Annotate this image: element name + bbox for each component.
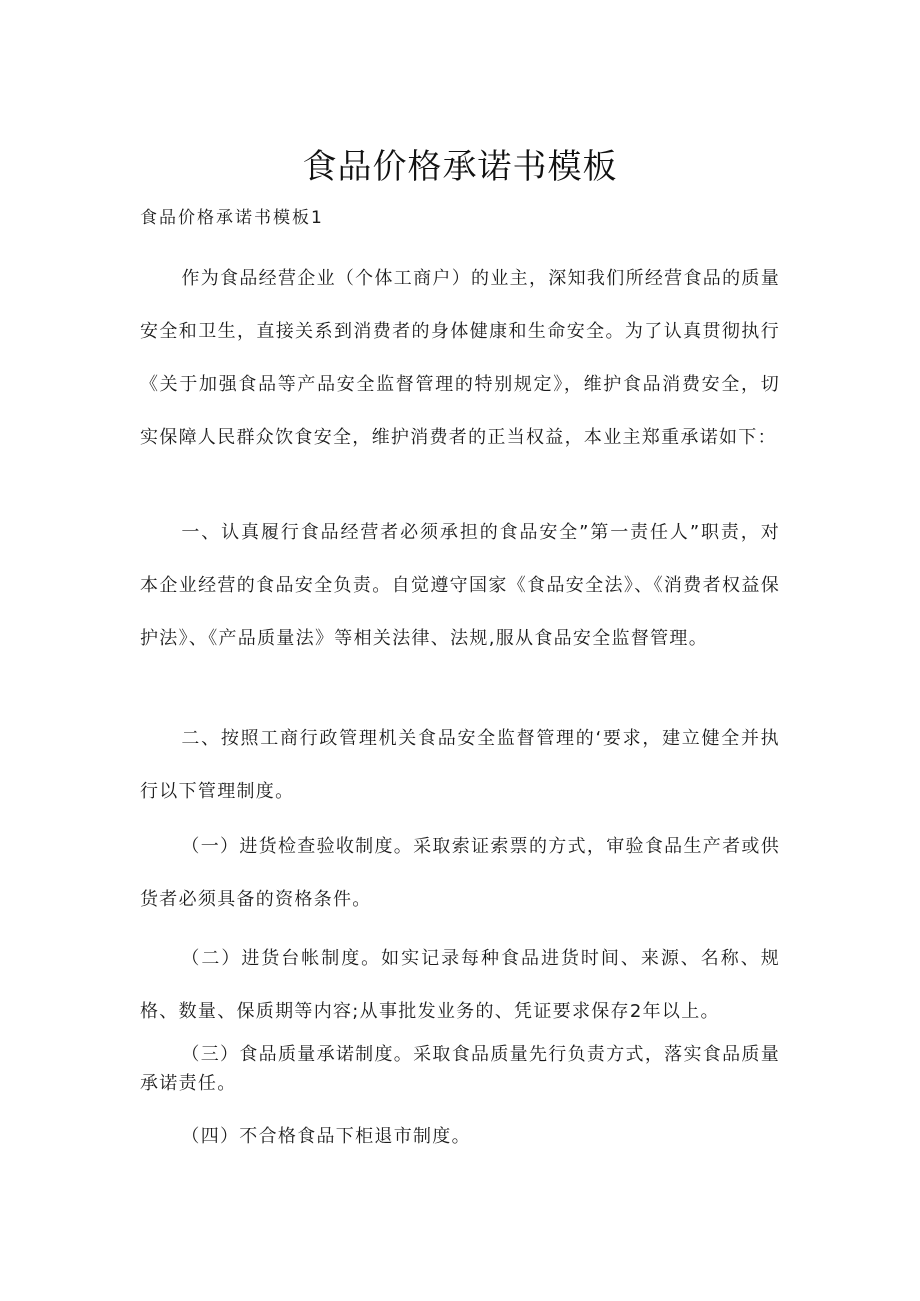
clause-one-paragraph: 一、认真履行食品经营者必须承担的食品安全”第一责任人”职责，对本企业经营的食品安全负责。自觉遵守国家《食品安全法》、《消费者权益保护法》、《产品质量法》等相关法律、法规,服从食品安全监督管理。: [140, 522, 780, 649]
item-three-paragraph: （三）食品质量承诺制度。采取食品质量先行负责方式，落实食品质量承诺责任。: [140, 1044, 780, 1094]
document-title: 食品价格承诺书模板: [302, 147, 618, 187]
clause-two-paragraph: 二、按照工商行政管理机关食品安全监督管理的‘要求，建立健全并执行以下管理制度。: [140, 728, 780, 802]
item-four-paragraph: （四）不合格食品下柜退市制度。: [181, 1126, 471, 1147]
intro-paragraph: 作为食品经营企业（个体工商户）的业主，深知我们所经营食品的质量安全和卫生，直接关系到消费者的身体健康和生命安全。为了认真贯彻执行《关于加强食品等产品安全监督管理的特别规定》，维护食品消费安全，切实保障人民群众饮食安全，维护消费者的正当权益，本业主郑重承诺如下：: [140, 268, 780, 448]
item-one-paragraph: （一）进货检查验收制度。采取索证索票的方式，审验食品生产者或供货者必须具备的资格条件。: [140, 836, 780, 910]
document-subtitle: 食品价格承诺书模板1: [140, 208, 324, 228]
item-two-paragraph: （二）进货台帐制度。如实记录每种食品进货时间、来源、名称、规格、数量、保质期等内容;从事批发业务的、凭证要求保存2年以上。: [140, 948, 780, 1022]
